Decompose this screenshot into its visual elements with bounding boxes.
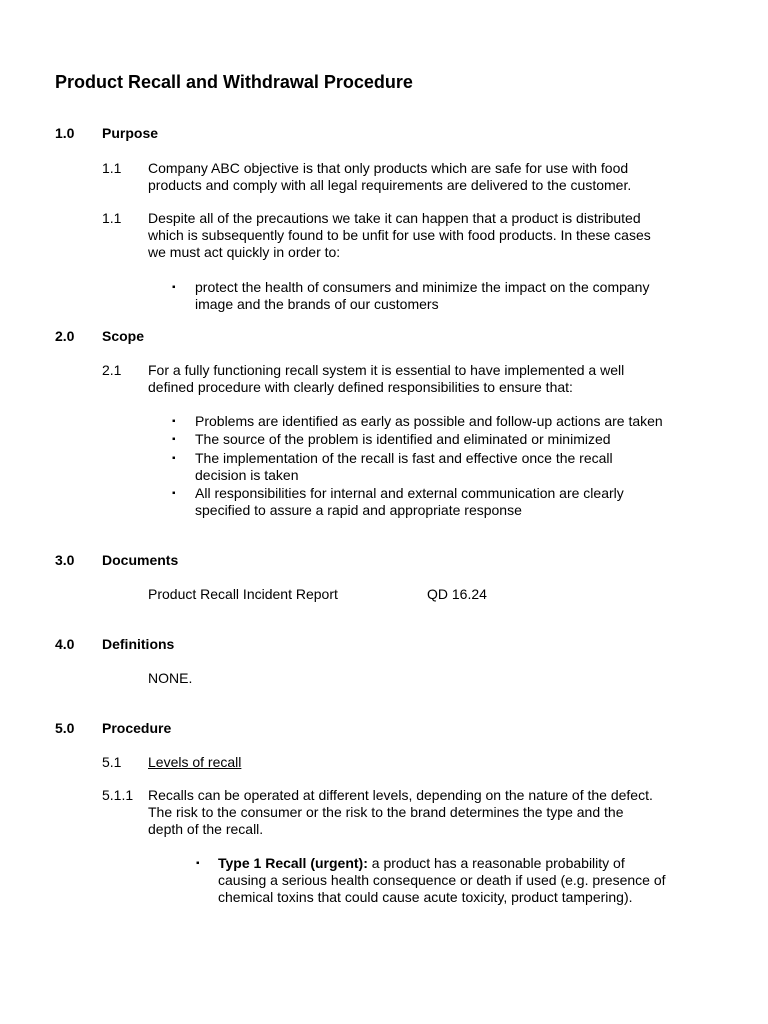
subsection-number: 5.1: [102, 754, 122, 770]
paragraph-scope: [148, 362, 723, 396]
bullet-icon: ▪: [172, 453, 176, 464]
item-number: 1.1: [102, 160, 122, 176]
bullet-line: The implementation of the recall is fast and effective once the recall: [195, 450, 613, 466]
paragraph-objective: [148, 160, 723, 194]
paragraph-line: defined procedure with clearly defined responsibilities to ensure that:: [148, 379, 573, 395]
section-title-procedure: Procedure: [102, 720, 172, 736]
document-name: Product Recall Incident Report: [148, 586, 338, 602]
bullet-item: [195, 413, 745, 430]
paragraph-line: products and comply with all legal requirements are delivered to the customer.: [148, 177, 632, 193]
subsection-title-levels-of-recall: Levels of recall: [148, 754, 242, 770]
section-number-definitions: 4.0: [55, 636, 75, 652]
bullet-line: All responsibilities for internal and external communication are clearly: [195, 485, 624, 501]
bullet-line: [218, 855, 738, 872]
item-number: 2.1: [102, 362, 122, 378]
page-title: Product Recall and Withdrawal Procedure: [55, 72, 413, 92]
section-title-definitions: Definitions: [102, 636, 175, 652]
paragraph-line: The risk to the consumer or the risk to the brand determines the type and the: [148, 804, 624, 820]
paragraph-line: Recalls can be operated at different levels, depending on the nature of the defect.: [148, 787, 653, 803]
paragraph-line: which is subsequently found to be unfit for use with food products. In these cases: [148, 227, 651, 243]
bullet-line: causing a serious health consequence or death if used (e.g. presence of: [218, 872, 666, 888]
section-number-scope: 2.0: [55, 328, 75, 344]
bullet-icon: ▪: [172, 282, 176, 293]
bullet-line: Problems are identified as early as possible and follow-up actions are taken: [195, 413, 663, 429]
bullet-item: [195, 279, 735, 313]
item-number: 5.1.1: [102, 787, 134, 803]
bullet-item-type1-recall: [218, 855, 738, 906]
definitions-text: NONE.: [148, 670, 193, 686]
paragraph-precautions: [148, 210, 723, 261]
paragraph-line: For a fully functioning recall system it is essential to have implemented a well: [148, 362, 625, 378]
bullet-line: chemical toxins that could cause acute toxicity, product tampering).: [218, 889, 633, 905]
type1-recall-text: a product has a reasonable probability of: [367, 855, 625, 871]
bullet-icon: ▪: [172, 416, 176, 427]
bullet-line: specified to assure a rapid and appropriate response: [195, 502, 522, 518]
item-number: 1.1: [102, 210, 122, 226]
section-number-purpose: 1.0: [55, 125, 75, 141]
bullet-icon: ▪: [172, 434, 176, 445]
bullet-line: protect the health of consumers and minimize the impact on the company: [195, 279, 650, 295]
bullet-icon: ▪: [172, 488, 176, 499]
bullet-line: image and the brands of our customers: [195, 296, 439, 312]
bullet-line: The source of the problem is identified and eliminated or minimized: [195, 431, 611, 447]
paragraph-line: Despite all of the precautions we take it can happen that a product is distributed: [148, 210, 641, 226]
section-title-purpose: Purpose: [102, 125, 159, 141]
section-title-scope: Scope: [102, 328, 145, 344]
section-number-procedure: 5.0: [55, 720, 75, 736]
bullet-item: [195, 450, 745, 484]
paragraph-line: Company ABC objective is that only products which are safe for use with food: [148, 160, 629, 176]
bullet-item: [195, 431, 745, 448]
type1-recall-label: Type 1 Recall (urgent):: [218, 855, 368, 871]
paragraph-recall-levels: [148, 787, 723, 838]
bullet-item: [195, 485, 745, 519]
paragraph-line: we must act quickly in order to:: [148, 244, 341, 260]
bullet-icon: ▪: [196, 858, 200, 869]
section-title-documents: Documents: [102, 552, 179, 568]
section-number-documents: 3.0: [55, 552, 75, 568]
bullet-line: decision is taken: [195, 467, 299, 483]
paragraph-line: depth of the recall.: [148, 821, 264, 837]
document-code: QD 16.24: [427, 586, 487, 602]
